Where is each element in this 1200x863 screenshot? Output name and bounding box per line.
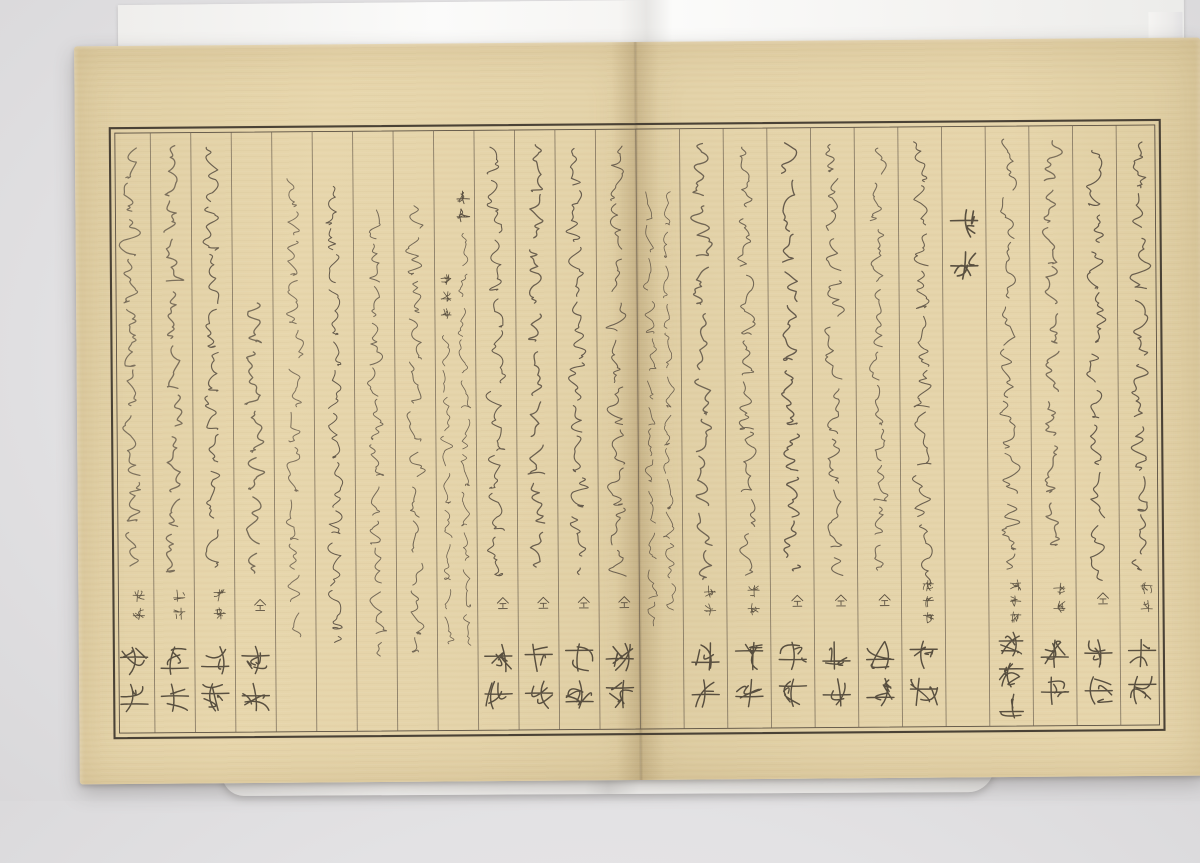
text-column-4 (995, 139, 1023, 718)
text-column-10 (732, 147, 763, 707)
signature-place-13 (619, 597, 630, 608)
signature-name-15 (525, 644, 553, 708)
text-column-20 (325, 186, 344, 642)
signature-name-6 (910, 641, 938, 705)
signature-name-2 (1085, 640, 1113, 704)
text-column-14 (562, 148, 593, 708)
frame-outer (110, 120, 1165, 738)
column-rules (150, 125, 1121, 733)
signature-place-25 (133, 590, 145, 619)
signature-name-13 (606, 644, 634, 708)
signature-name-3 (1041, 640, 1069, 704)
printed-ink-layer (74, 38, 1200, 785)
text-column-7 (863, 148, 894, 706)
book-spread (74, 38, 1200, 785)
signature-place-2 (1097, 593, 1108, 604)
text-column-11 (688, 143, 719, 707)
signature-name-22 (242, 646, 270, 710)
signature-name-23 (202, 647, 230, 711)
signature-place-16 (497, 598, 508, 609)
signature-name-7 (867, 642, 895, 706)
text-column-19 (366, 210, 387, 656)
text-column-25 (117, 148, 148, 712)
signature-place-9 (792, 595, 803, 606)
signature-place-3 (1054, 583, 1066, 612)
text-column-24 (157, 146, 188, 712)
signature-place-15 (538, 597, 549, 608)
signature-place-6 (923, 581, 934, 623)
text-column-23 (198, 147, 229, 711)
text-column-1 (1125, 142, 1156, 704)
signature-place-24 (173, 590, 185, 619)
text-column-3 (1037, 141, 1068, 705)
text-column-9 (775, 143, 806, 707)
text-column-21 (284, 179, 306, 637)
signature-name-10 (736, 643, 764, 707)
text-column-15 (521, 145, 552, 709)
text-column-2 (1081, 150, 1112, 704)
signature-name-1 (1129, 639, 1157, 703)
signature-place-1 (1141, 582, 1153, 611)
text-column-6 (906, 142, 937, 706)
text-column-18 (405, 206, 426, 652)
signature-name-25 (121, 647, 149, 711)
text-column-13 (602, 146, 633, 708)
signature-name-24 (161, 647, 189, 711)
text-column-8 (819, 144, 850, 706)
signature-place-7 (879, 595, 890, 606)
text-column-22 (239, 303, 269, 711)
signature-place-8 (835, 595, 846, 606)
signature-place-14 (578, 597, 589, 608)
signature-place-10 (748, 585, 760, 614)
signature-name-14 (566, 644, 594, 708)
signature-name-8 (823, 642, 851, 706)
signature-place-4 (1010, 580, 1021, 622)
signature-name-11 (692, 643, 720, 707)
text-column-17 (439, 191, 473, 646)
signature-name-16 (485, 645, 513, 709)
frame-inner (115, 125, 1160, 733)
signature-place-23 (214, 590, 226, 619)
signature-place-22 (255, 599, 266, 610)
text-column-12 (643, 192, 676, 626)
text-column-5 (950, 210, 978, 279)
signature-name-4 (999, 632, 1023, 718)
text-column-16 (481, 147, 512, 709)
signature-place-11 (704, 586, 716, 615)
signature-name-9 (779, 642, 807, 706)
